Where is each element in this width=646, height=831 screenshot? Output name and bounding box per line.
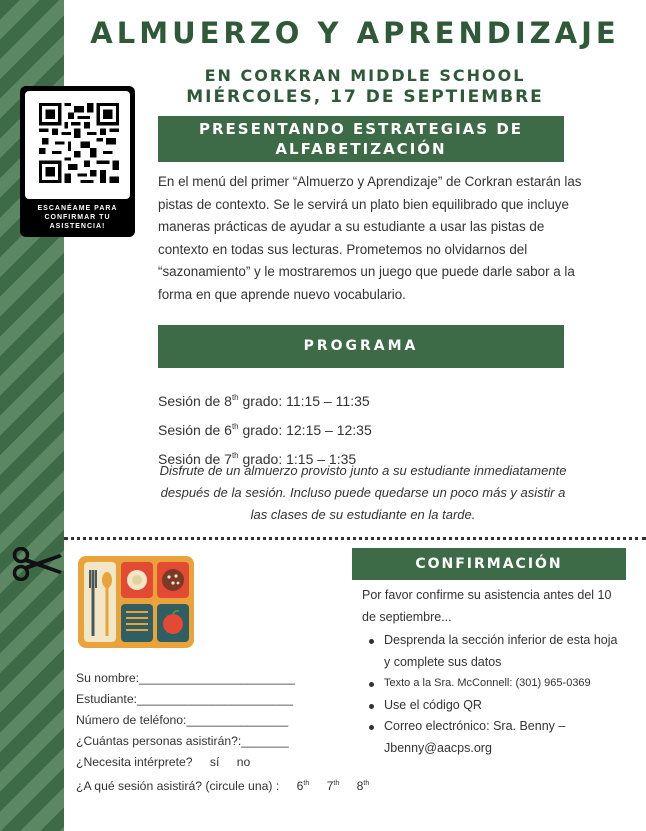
lunch-note: Disfrute de un almuerzo provisto junto a su estudiante inmediatamente después de la sesión. Incluso puede quedarse un poco más y asistir a las clases de su estudiante en la tarde.: [159, 463, 567, 522]
session-option-7[interactable]: 7th: [326, 779, 340, 793]
rsvp-form: [76, 668, 396, 797]
name-field[interactable]: Su nombre:_______________________: [76, 671, 295, 685]
session-option-6[interactable]: 6th: [296, 779, 310, 793]
student-field[interactable]: Estudiante:_______________________: [76, 692, 293, 706]
session-choice-row: [76, 773, 396, 797]
confirmation-intro: Por favor confirme su asistencia antes del 10 de septiembre...: [362, 588, 612, 624]
cut-line: [64, 537, 646, 540]
interpreter-yes-option[interactable]: sí: [209, 755, 220, 769]
qr-code-icon[interactable]: [25, 91, 130, 199]
qr-code-card[interactable]: [20, 86, 135, 237]
session-question: ¿A qué sesión asistirá? (circule una) :: [76, 779, 280, 793]
qr-caption: ESCANÉAME PARA CONFIRMAR TU ASISTENCIA!: [37, 205, 118, 230]
intro-paragraph: En el menú del primer “Almuerzo y Aprendizaje” de Corkran estarán las pistas de contexto. Se le servirá un plato bien equilibrado que incluye maneras prácticas de ayudar a su estudiante a usar las pistas de contexto en todas sus lecturas. Prometemos no olvidarnos del “sazonamiento” y le mostraremos un juego que puede darle sabor a la forma en que aprende nuevo vocabulario.: [158, 174, 582, 302]
list-item: Correo electrónico: Sra. Benny – Jbenny@aacps.org: [362, 716, 622, 759]
list-item: Texto a la Sra. McConnell: (301) 965-0369: [362, 673, 622, 695]
confirmation-section: [362, 585, 622, 759]
school-subtitle: EN CORKRAN MIDDLE SCHOOL: [204, 66, 526, 85]
program-heading: PROGRAMA: [158, 325, 564, 368]
interpreter-no-option[interactable]: no: [236, 755, 251, 769]
date-subtitle: MIÉRCOLES, 17 DE SEPTIEMBRE: [186, 87, 544, 107]
list-item: Desprenda la sección inferior de esta hoja y complete sus datos: [362, 630, 622, 673]
session-item: Sesión de 8th grado: 11:15 – 11:35: [158, 393, 370, 409]
people-count-field[interactable]: ¿Cuántas personas asistirán?:_______: [76, 734, 289, 748]
lunch-tray-icon: [78, 556, 194, 648]
list-item: Use el código QR: [362, 695, 622, 717]
session-item: Sesión de 7th grado: 1:15 – 1:35: [158, 451, 357, 467]
scissors-icon: [12, 547, 64, 581]
interpreter-row: [76, 752, 396, 773]
session-item: Sesión de 6th grado: 12:15 – 12:35: [158, 422, 372, 438]
confirmation-list: [362, 630, 622, 759]
session-list: [158, 385, 578, 472]
page-title: ALMUERZO Y APRENDIZAJE: [90, 16, 620, 50]
interpreter-question: ¿Necesita intérprete?: [76, 755, 193, 769]
presenting-heading: PRESENTANDO ESTRATEGIAS DE ALFABETIZACIÓN: [158, 116, 564, 162]
session-option-8[interactable]: 8th: [356, 779, 370, 793]
phone-field[interactable]: Número de teléfono:_______________: [76, 713, 289, 727]
confirmation-heading: CONFIRMACIÓN: [352, 548, 626, 580]
